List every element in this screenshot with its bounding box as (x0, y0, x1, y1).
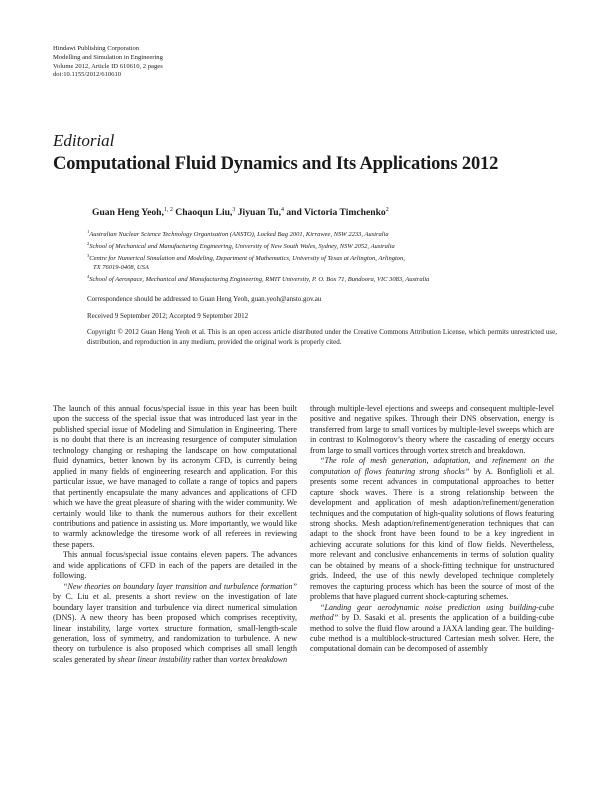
paragraph-liu (53, 582, 297, 666)
doi-link[interactable]: doi:10.1155/2012/610610 (53, 71, 122, 79)
volume-info: Volume 2012, Article ID 610610, 2 pages (53, 62, 163, 70)
emphasis-text: vortex breakdown (229, 654, 288, 664)
affiliation-text: TX 76019-0408, USA (93, 264, 149, 272)
journal-name: Modelling and Simulation in Engineering (53, 53, 163, 61)
paragraph-sasaki (310, 603, 554, 655)
correspondence-note: Correspondence should be addressed to Guan Heng Yeoh, guan.yeoh@ansto.gov.au (87, 295, 322, 303)
paragraph-text: rather than (190, 654, 230, 664)
emphasis-text: shear linear instability (117, 654, 191, 664)
article-type: Editorial (53, 131, 115, 150)
paragraph-text: by A. Bonfiglioli et al. presents some recent advances in computational approaches to better capture shock waves. There is a strong relationship between the development and application of mesh adaption/refinement/generation techniques and the computation of high-quality solutions of flows featuring strong shocks. Mesh adaption/refinement/generation techniques that can adapt to the shock front have been found to be a key ingredient in achieving accurate solutions for this kind of flow fields. Nevertheless, more relevant and conclusive enhancements in terms of solution quality can be obtained by means of a shock-fitting technique for unstructured grids. Indeed, the use of this newly developed technique completely removes the capturing process which has been the source of most of the problems that have plagued current shock-capturing schemes. (310, 466, 554, 602)
affiliation-item (87, 239, 557, 251)
author-name: and Victoria Timchenko (283, 207, 386, 219)
author-affil-ref: 2 (385, 207, 389, 213)
affiliation-text: Centre for Numerical Simulation and Modeling, Department of Mathematics, University of Texas at Arlington, Arlington, (89, 255, 405, 263)
body-column-right (310, 404, 554, 655)
paragraph-bonfiglioli (310, 456, 554, 602)
affiliation-number: 4 (87, 274, 90, 280)
paragraph-text: by D. Sasaki et al. presents the application of a building-cube method to solve the fluid flow around a JAXA landing gear. The building-cube method is a multiblock-structured Cartesian mesh solver. Here, the computational domain can be decomposed of assembly (310, 613, 554, 654)
paper-title: “Landing gear aerodynamic noise prediction using building-cube method” (310, 602, 554, 623)
paper-title: “New theories on boundary layer transition and turbulence formation” (63, 581, 297, 591)
author-affil-ref: 3 (232, 207, 236, 213)
paper-title: “The role of mesh generation, adaptation, and refinement on the computation of flows featuring strong shocks” (310, 456, 554, 476)
copyright-notice: Copyright © 2012 Guan Heng Yeoh et al. This is an open access article distributed under the Creative Commons Attribution License, which permits unrestricted use, distribution, and reproduction in any medium, provided the original work is properly cited. (87, 328, 557, 346)
author-affil-ref: 1, 2 (163, 207, 173, 213)
author-name: Guan Heng Yeoh, (92, 207, 164, 219)
affiliation-number: 1 (87, 229, 90, 234)
author-affil-ref: 4 (280, 207, 284, 213)
author-list (92, 207, 389, 218)
paragraph-text: by C. Liu et al. presents a short review on the investigation of late boundary layer transition and turbulence via direct numerical simulation (DNS). A new theory has been proposed which comprises receptivity, linear instability, large vortex structure formation, small-length-scale generation, loss of symmetry, and randomization to turbulence. A new theory on turbulence is also proposed which comprises all small length scales generated by (53, 592, 297, 664)
affiliation-item (87, 227, 557, 239)
paragraph-liu-cont: through multiple-level ejections and sweeps and consequent multiple-level positive and negative spikes. Through their DNS observation, energy is transferred from large to small vortices by multiple-level sweeps which are in contrast to Kolmogorov’s theory where the cascading of energy occurs from large to small vortices through vortex stretch and breakdown. (310, 404, 554, 455)
paragraph-overview: This annual focus/special issue contains eleven papers. The advances and wide applications of CFD in each of the papers are detailed in the following. (53, 550, 297, 581)
affiliation-item (87, 251, 557, 263)
affiliation-list (87, 227, 557, 285)
author-name: Chaoqun Liu, (172, 207, 233, 219)
affiliation-text: School of Aerospace, Mechanical and Manufacturing Engineering, RMIT University, P. O. Box 71, Bundoora, VIC 3083, Australia (89, 276, 430, 284)
journal-header (53, 45, 163, 80)
paragraph-intro: The launch of this annual focus/special issue in this year has been built upon the success of the special issue that was introduced last year in the published special issue of Modeling and Simulation in Engineering. There is no doubt that there is an increasing resurgence of computer simulation technology changing or reshaping the landscape on how computational fluid dynamics, better known by its acronym CFD, is currently being applied in many fields of engineering research and application. For this particular issue, we have managed to collate a range of topics and papers that pertinently encapsulate the many advances and applications of CFD which we have the great pleasure of sharing with the wider community. We certainly would like to thank the numerous authors for their excellent contributions and patience in assisting us. More importantly, we would like to warmly acknowledge the tiresome work of all referees in reviewing these papers. (53, 404, 297, 549)
affiliation-text: Australian Nuclear Science Technology Organisation (ANSTO), Locked Bag 2001, Kirrawee, NSW 2233, Australia (89, 231, 389, 239)
publisher-name: Hindawi Publishing Corporation (53, 45, 140, 52)
body-column-left (53, 404, 297, 665)
author-name: Jiyuan Tu, (235, 207, 281, 219)
affiliation-item (87, 272, 557, 284)
affiliation-number: 3 (87, 253, 90, 259)
affiliation-number: 2 (87, 241, 90, 247)
received-dates: Received 9 September 2012; Accepted 9 September 2012 (87, 312, 249, 320)
article-title: Computational Fluid Dynamics and Its Applications 2012 (53, 154, 499, 174)
affiliation-text: School of Mechanical and Manufacturing Engineering, University of New South Wales, Sydney, NSW 2052, Australia (89, 243, 395, 251)
affiliation-item (87, 263, 557, 272)
